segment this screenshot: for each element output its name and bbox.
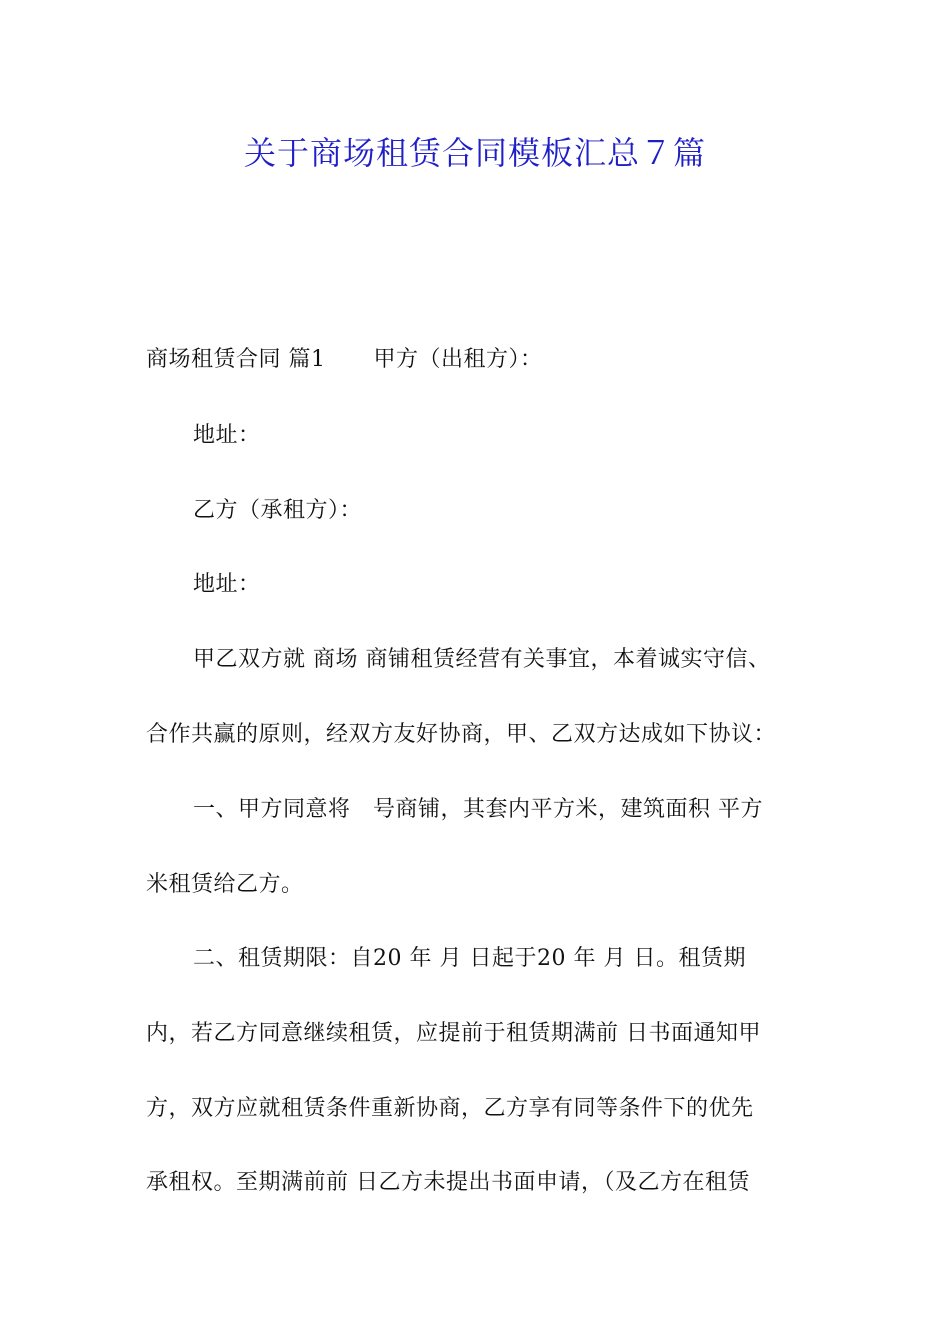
party-b-address: 地址： — [193, 572, 261, 597]
paragraph-line: 米租赁给乙方。 — [146, 872, 304, 897]
paragraph-line: 合作共赢的原则，经双方友好协商，甲、乙双方达成如下协议： — [146, 722, 777, 747]
party-a-address: 地址： — [193, 423, 261, 448]
paragraph-line: 二、租赁期限：自20 年 月 日起于20 年 月 日。租赁期 — [193, 946, 746, 971]
section-heading-left: 商场租赁合同 篇1 — [146, 347, 326, 372]
paragraph-line: 一、甲方同意将 号商铺，其套内平方米，建筑面积 平方 — [193, 797, 763, 822]
paragraph-line: 承租权。至期满前前 日乙方未提出书面申请，（及乙方在租赁 — [146, 1170, 750, 1195]
section-heading — [146, 345, 543, 375]
document-title: 关于商场租赁合同模板汇总７篇 — [243, 134, 706, 172]
paragraph-line: 甲乙双方就 商场 商铺租赁经营有关事宜，本着诚实守信、 — [193, 647, 771, 672]
paragraph-line: 方，双方应就租赁条件重新协商，乙方享有同等条件下的优先 — [146, 1096, 754, 1121]
paragraph-line: 内，若乙方同意继续租赁，应提前于租赁期满前 日书面通知甲 — [146, 1021, 761, 1046]
section-heading-right: 甲方（出租方）： — [373, 347, 543, 372]
party-b-label: 乙方（承租方）： — [193, 498, 363, 523]
